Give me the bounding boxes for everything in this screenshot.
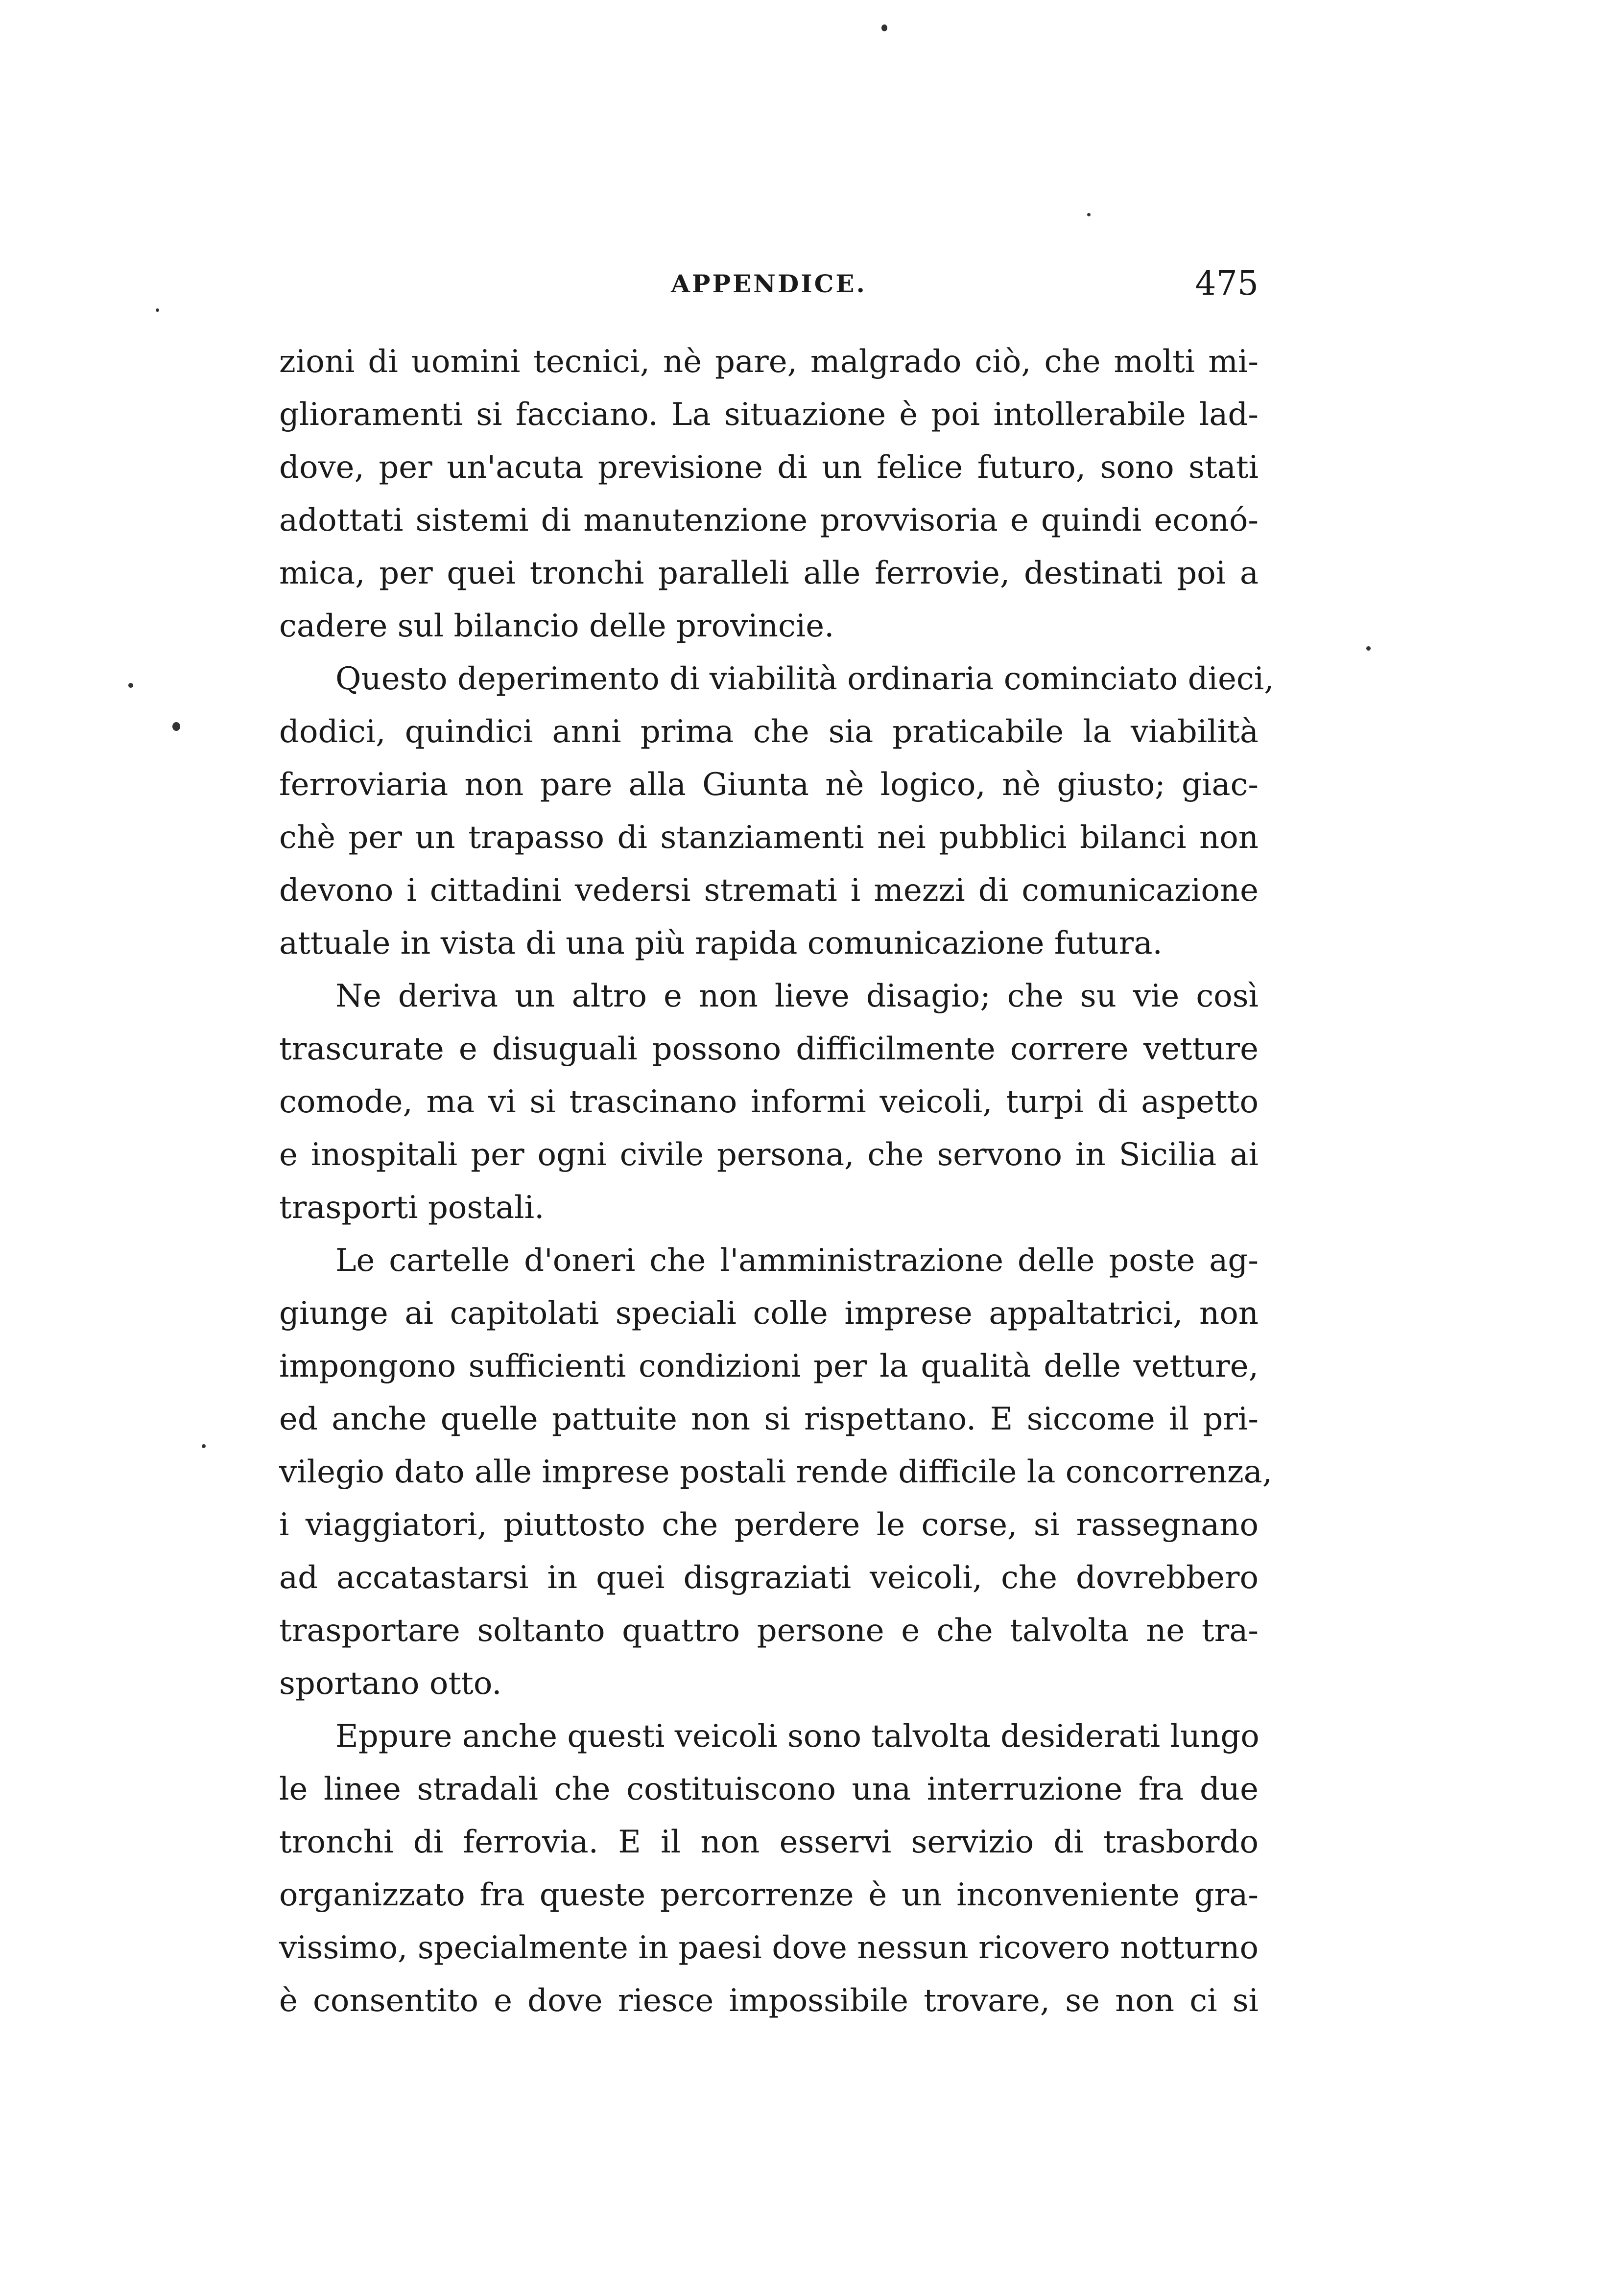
text-line: devono i cittadini vedersi stremati i mezzi di comunicazione — [279, 872, 1259, 909]
text-line: adottati sistemi di manutenzione provvisoria e quindi econó- — [279, 502, 1259, 539]
text-line: ed anche quelle pattuite non si rispettano. E siccome il pri- — [279, 1401, 1259, 1437]
text-line: le linee stradali che costituiscono una interruzione fra due — [279, 1771, 1259, 1807]
text-line: Questo deperimento di viabilità ordinaria cominciato dieci, — [335, 661, 1274, 697]
text-line: chè per un trapasso di stanziamenti nei pubblici bilanci non — [279, 820, 1259, 856]
page-header — [279, 259, 1259, 308]
text-line: trasporti postali. — [279, 1190, 545, 1226]
text-line: zioni di uomini tecnici, nè pare, malgrado ciò, che molti mi- — [279, 344, 1259, 380]
text-line: tronchi di ferrovia. E il non esservi servizio di trasbordo — [279, 1824, 1259, 1860]
text-line: sportano otto. — [279, 1665, 502, 1702]
text-line: vissimo, specialmente in paesi dove nessun ricovero notturno — [279, 1930, 1259, 1966]
text-line: dove, per un'acuta previsione di un felice futuro, sono stati — [279, 449, 1259, 486]
text-line: comode, ma vi si trascinano informi veicoli, turpi di aspetto — [279, 1084, 1259, 1120]
body-text — [279, 335, 1274, 2027]
text-line: attuale in vista di una più rapida comunicazione futura. — [279, 925, 1163, 961]
scan-speck — [202, 1444, 206, 1448]
text-line: glioramenti si facciano. La situazione è poi intollerabile lad- — [279, 397, 1259, 433]
running-title: APPENDICE. — [671, 269, 867, 298]
text-line: trascurate e disuguali possono difficilmente correre vetture — [279, 1031, 1259, 1067]
text-line: e inospitali per ogni civile persona, che servono in Sicilia ai — [279, 1137, 1259, 1173]
text-line: cadere sul bilancio delle provincie. — [279, 608, 834, 644]
text-line: Le cartelle d'oneri che l'amministrazione delle poste ag- — [335, 1242, 1259, 1279]
text-line: giunge ai capitolati speciali colle imprese appaltatrici, non — [279, 1295, 1259, 1332]
text-line: organizzato fra queste percorrenze è un inconveniente gra- — [279, 1877, 1259, 1913]
scan-speck — [881, 24, 887, 31]
text-line: dodici, quindici anni prima che sia praticabile la viabilità — [279, 714, 1259, 750]
scan-speck — [1366, 646, 1371, 651]
scan-speck — [128, 683, 133, 688]
text-line: impongono sufficienti condizioni per la qualità delle vetture, — [279, 1348, 1259, 1384]
text-line: Eppure anche questi veicoli sono talvolta desiderati lungo — [335, 1718, 1260, 1755]
text-line: è consentito e dove riesce impossibile trovare, se non ci si — [279, 1983, 1259, 2019]
text-line: Ne deriva un altro e non lieve disagio; che su vie così — [335, 978, 1259, 1014]
scan-speck — [172, 722, 180, 731]
text-line: ferroviaria non pare alla Giunta nè logico, nè giusto; giac- — [279, 767, 1259, 803]
text-line: ad accatastarsi in quei disgraziati veicoli, che dovrebbero — [279, 1560, 1259, 1596]
page-number: 475 — [1195, 264, 1259, 303]
text-line: i viaggiatori, piuttosto che perdere le corse, si rassegnano — [279, 1507, 1259, 1543]
text-line: trasportare soltanto quattro persone e che talvolta ne tra- — [279, 1613, 1259, 1649]
text-line: vilegio dato alle imprese postali rende difficile la concorrenza, — [279, 1454, 1273, 1490]
scan-speck — [1087, 213, 1091, 216]
text-line: mica, per quei tronchi paralleli alle ferrovie, destinati poi a — [279, 555, 1259, 591]
scan-speck — [156, 308, 159, 312]
